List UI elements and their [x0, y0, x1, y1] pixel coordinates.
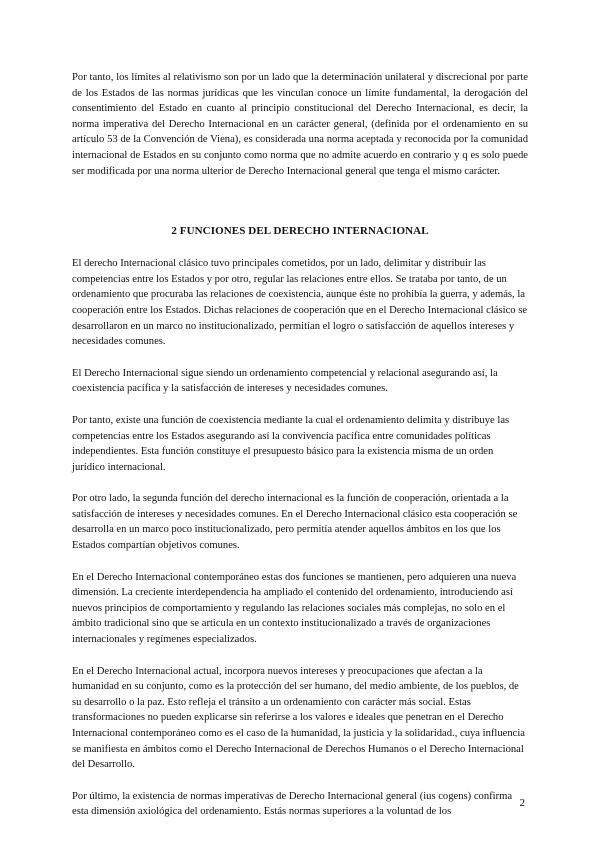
body-paragraph-7: Por último, la existencia de normas imperativas de Derecho Internacional general (ius cogens) confirma esta dimensión axiológica del ordenamiento. Estás normas superiores a la voluntad de los	[72, 790, 513, 818]
body-paragraph-4: Por otro lado, la segunda función del derecho internacional es la función de cooperación, orientada a la satisfacción de intereses y necesidades comunes. En el Derecho Internacional clásico esta cooperación se desarrolla en un marco poco institucionalizado, pero permitía atender aquellos ámbitos en los que los Estados compartían objetivos comunes.	[72, 493, 518, 552]
body-paragraph-6: En el Derecho Internacional actual, incorpora nuevos intereses y preocupaciones que afectan a la humanidad en su conjunto, como es la protección del ser humano, del medio ambiente, de los pueblos, de su desarrollo o la paz. Esto refleja el tránsito a un ordenamiento con carácter más social. Estas transformaciones no pueden explicarse sin referirse a los valores e ideales que penetran en el Derecho Internacional contemporáneo como es el caso de la humanidad, la justicia y la solidaridad., cuya influencia se manifiesta en ámbitos como el Derecho Internacional de Derechos Humanos o el Derecho Internacional del Desarrollo.	[72, 665, 526, 771]
body-paragraph-2: El Derecho Internacional sigue siendo un ordenamiento competencial y relacional asegurando así, la coexistencia pacífica y la satisfacción de intereses y necesidades comunes.	[72, 367, 498, 395]
body-paragraph-5: En el Derecho Internacional contemporáneo estas dos funciones se mantienen, pero adquieren una nueva dimensión. La creciente interdependencia ha ampliado el contenido del ordenamiento, introduciendo así nuevos principios de comportamiento y regulando las relaciones sociales más complejas, no solo en el ámbito tradicional sino que se articula en un contexto institucionalizado a través de organizaciones internacionales y regímenes especializados.	[72, 571, 517, 646]
section-heading: 2 FUNCIONES DEL DERECHO INTERNACIONAL	[171, 225, 429, 238]
page-content	[72, 70, 528, 820]
intro-paragraph: Por tanto, los límites al relativismo son por un lado que la determinación unilateral y discrecional por parte de los Estados de las normas jurídicas que les vinculan conoce un límite fundamental, la derogación del consentimiento del Estado en cuanto al principio constitucional del Derecho Internacional, es decir, la norma imperativa del Derecho Internacional en un carácter general, (definida por el ordenamiento en su artículo 53 de la Convención de Viena), es considerada una norma aceptada y reconocida por la comunidad internacional de Estados en su conjunto como norma que no admite acuerdo en contrario y q es solo puede ser modificada por una norma ulterior de Derecho Internacional general que tenga el mismo carácter.	[72, 72, 528, 177]
page-number: 2	[519, 797, 525, 809]
body-paragraph-3: Por tanto, existe una función de coexistencia mediante la cual el ordenamiento delimita y distribuye las competencias entre los Estados asegurando así la convivencia pacífica entre comunidades políticas independientes. Esta función constituye el presupuesto básico para la existencia misma de un orden jurídico internacional.	[72, 414, 510, 473]
body-paragraph-1: El derecho Internacional clásico tuvo principales cometidos, por un lado, delimitar y distribuir las competencias entre los Estados y por otro, regular las relaciones entre ellos. Se trataba por tanto, de un ordenamiento que procuraba las relaciones de coexistencia, aunque éste no prohibía la guerra, y además, la cooperación entre los Estados. Dichas relaciones de cooperación que en el Derecho Internacional clásico se desarrollaron en un marco no institucionalizado, permitían el logro o satisfacción de aquellos intereses y necesidades comunes.	[72, 258, 528, 348]
